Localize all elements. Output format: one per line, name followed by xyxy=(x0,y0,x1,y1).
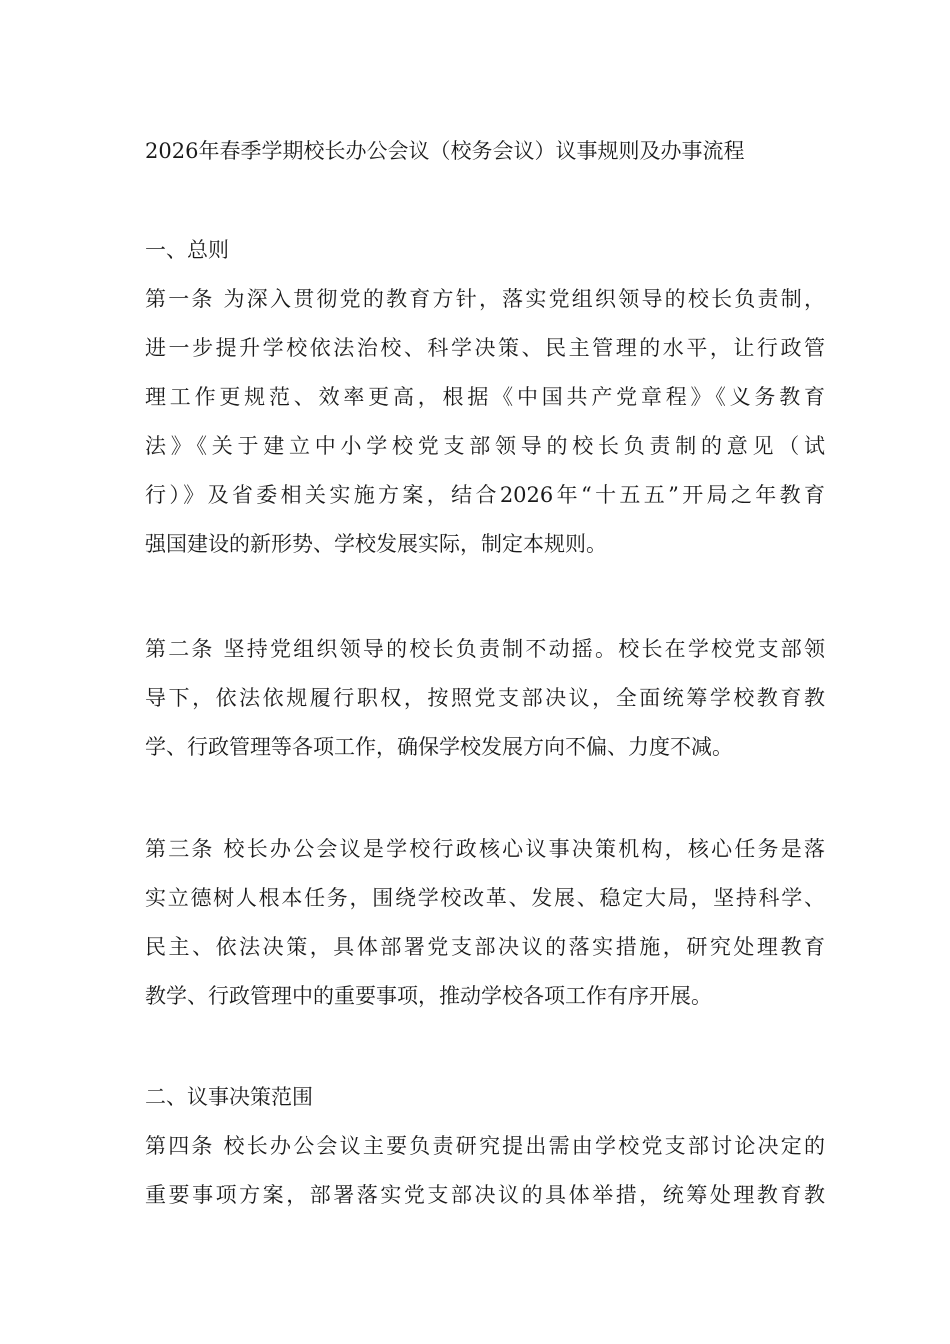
article-1-paragraph xyxy=(145,275,825,569)
text-line: 重要事项方案，部署落实党支部决议的具体举措，统筹处理教育教 xyxy=(145,1183,825,1207)
article-4-paragraph xyxy=(145,1122,825,1220)
text-line: 理工作更规范、效率更高，根据《中国共产党章程》《义务教育 xyxy=(145,385,825,409)
section-heading-general: 一、总则 xyxy=(145,238,229,262)
text-line: 教学、行政管理中的重要事项，推动学校各项工作有序开展。 xyxy=(145,984,712,1008)
text-line: 法》《关于建立中小学校党支部领导的校长负责制的意见（试 xyxy=(145,434,825,458)
text-line: 第三条 校长办公会议是学校行政核心议事决策机构，核心任务是落 xyxy=(145,837,825,861)
text-line: 民主、依法决策，具体部署党支部决议的落实措施，研究处理教育 xyxy=(145,935,825,959)
text-line: 第一条 为深入贯彻党的教育方针，落实党组织领导的校长负责制， xyxy=(145,287,825,311)
document-title: 2026年春季学期校长办公会议（校务会议）议事规则及办事流程 xyxy=(145,139,745,163)
text-line: 第二条 坚持党组织领导的校长负责制不动摇。校长在学校党支部领 xyxy=(145,637,825,661)
text-line: 行）》及省委相关实施方案，结合2026年“十五五”开局之年教育 xyxy=(145,483,825,507)
text-line: 实立德树人根本任务，围绕学校改革、发展、稳定大局，坚持科学、 xyxy=(145,886,825,910)
text-line: 进一步提升学校依法治校、科学决策、民主管理的水平，让行政管 xyxy=(145,336,825,360)
article-2-paragraph xyxy=(145,625,825,772)
text-line: 学、行政管理等各项工作，确保学校发展方向不偏、力度不减。 xyxy=(145,735,733,759)
section-heading-decision-scope: 二、议事决策范围 xyxy=(145,1085,313,1109)
text-line: 强国建设的新形势、学校发展实际，制定本规则。 xyxy=(145,532,607,556)
text-line: 第四条 校长办公会议主要负责研究提出需由学校党支部讨论决定的 xyxy=(145,1134,825,1158)
article-3-paragraph xyxy=(145,825,825,1021)
text-line: 导下，依法依规履行职权，按照党支部决议，全面统筹学校教育教 xyxy=(145,686,825,710)
